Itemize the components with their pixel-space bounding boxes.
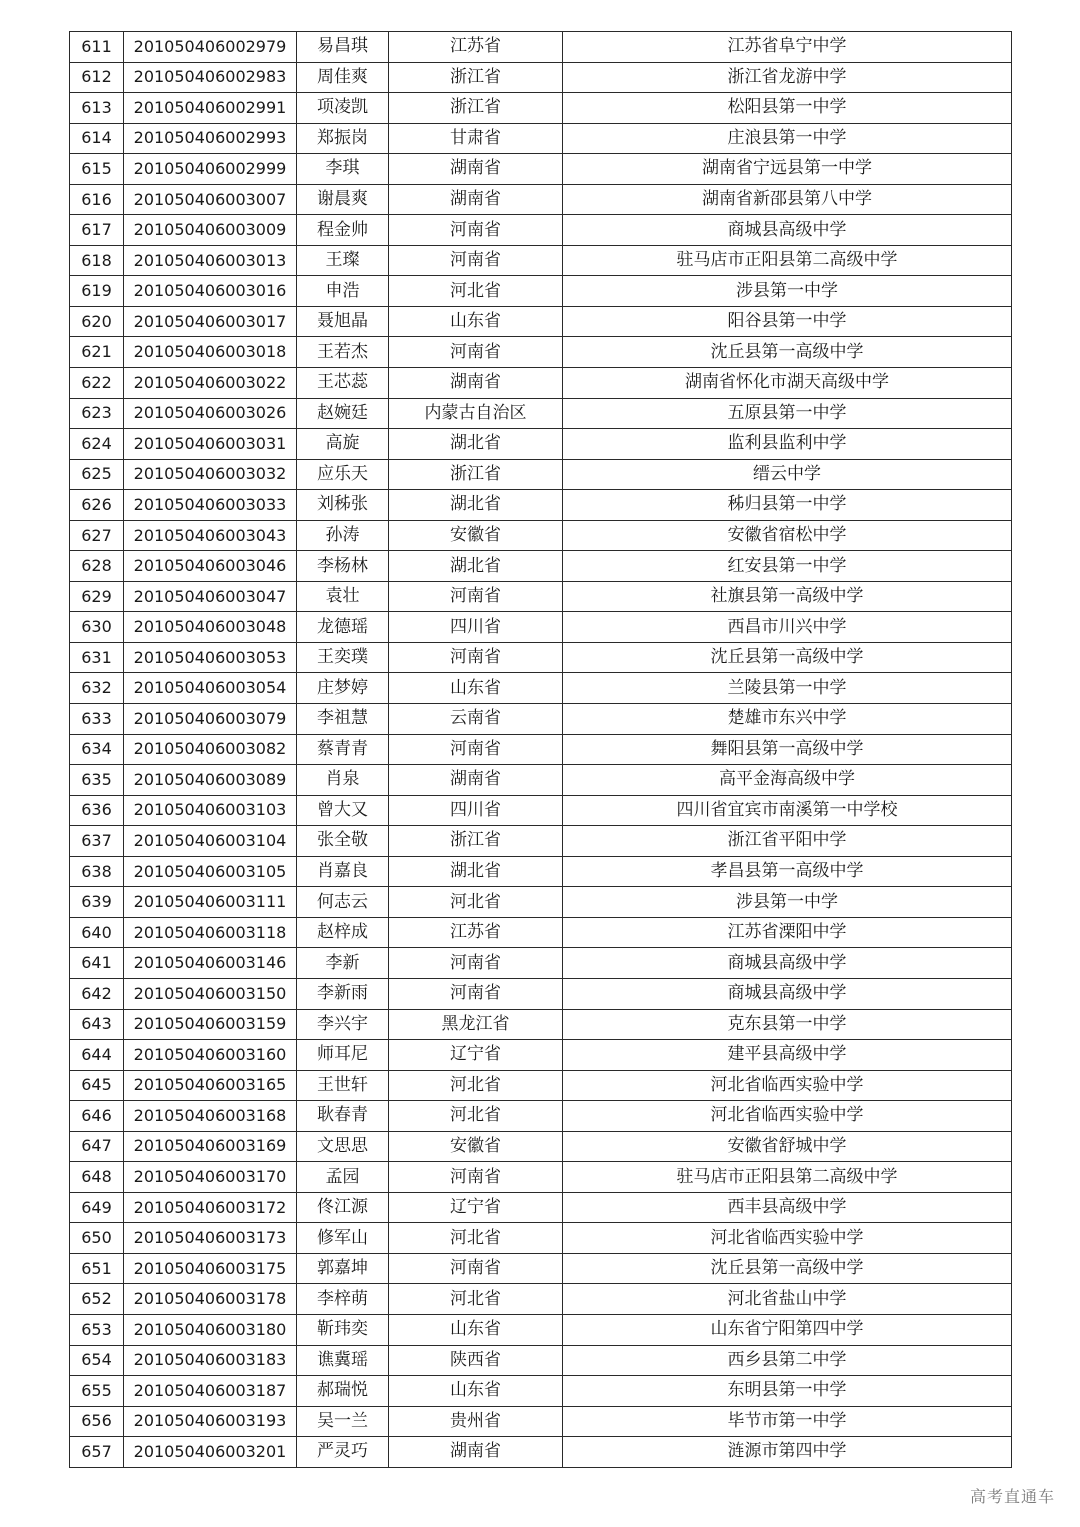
cell-school: 涉县第一中学 bbox=[563, 276, 1012, 307]
cell-candidate-id: 201050406003168 bbox=[124, 1101, 297, 1132]
cell-province: 河北省 bbox=[389, 276, 563, 307]
cell-candidate-id: 201050406003165 bbox=[124, 1070, 297, 1101]
cell-name: 庄梦婷 bbox=[297, 673, 389, 704]
table-row bbox=[70, 704, 1012, 735]
table-row bbox=[70, 93, 1012, 124]
cell-name: 孙涛 bbox=[297, 520, 389, 551]
cell-school: 红安县第一中学 bbox=[563, 551, 1012, 582]
cell-school: 阳谷县第一中学 bbox=[563, 306, 1012, 337]
cell-name: 严灵巧 bbox=[297, 1437, 389, 1468]
table-row bbox=[70, 1101, 1012, 1132]
table-row bbox=[70, 1345, 1012, 1376]
cell-school: 河北省临西实验中学 bbox=[563, 1223, 1012, 1254]
cell-school: 驻马店市正阳县第二高级中学 bbox=[563, 245, 1012, 276]
cell-school: 山东省宁阳第四中学 bbox=[563, 1314, 1012, 1345]
cell-number: 634 bbox=[70, 734, 124, 765]
roster-table bbox=[69, 31, 1012, 1468]
cell-school: 浙江省平阳中学 bbox=[563, 826, 1012, 857]
table-row bbox=[70, 337, 1012, 368]
table-row bbox=[70, 154, 1012, 185]
cell-province: 湖南省 bbox=[389, 1437, 563, 1468]
cell-number: 621 bbox=[70, 337, 124, 368]
cell-candidate-id: 201050406003146 bbox=[124, 948, 297, 979]
cell-province: 湖南省 bbox=[389, 154, 563, 185]
cell-province: 浙江省 bbox=[389, 93, 563, 124]
cell-province: 河北省 bbox=[389, 1070, 563, 1101]
cell-number: 632 bbox=[70, 673, 124, 704]
cell-province: 河南省 bbox=[389, 642, 563, 673]
cell-number: 616 bbox=[70, 184, 124, 215]
cell-school: 驻马店市正阳县第二高级中学 bbox=[563, 1162, 1012, 1193]
cell-school: 涉县第一中学 bbox=[563, 887, 1012, 918]
cell-school: 浙江省龙游中学 bbox=[563, 62, 1012, 93]
cell-number: 637 bbox=[70, 826, 124, 857]
cell-province: 安徽省 bbox=[389, 520, 563, 551]
cell-candidate-id: 201050406003180 bbox=[124, 1314, 297, 1345]
table-row bbox=[70, 1406, 1012, 1437]
cell-school: 安徽省舒城中学 bbox=[563, 1131, 1012, 1162]
cell-province: 河南省 bbox=[389, 215, 563, 246]
cell-number: 654 bbox=[70, 1345, 124, 1376]
table-row bbox=[70, 948, 1012, 979]
table-row bbox=[70, 1131, 1012, 1162]
cell-candidate-id: 201050406002983 bbox=[124, 62, 297, 93]
cell-candidate-id: 201050406003009 bbox=[124, 215, 297, 246]
cell-name: 修军山 bbox=[297, 1223, 389, 1254]
cell-province: 内蒙古自治区 bbox=[389, 398, 563, 429]
cell-school: 江苏省阜宁中学 bbox=[563, 32, 1012, 63]
cell-province: 湖北省 bbox=[389, 490, 563, 521]
cell-name: 赵婉廷 bbox=[297, 398, 389, 429]
cell-province: 河南省 bbox=[389, 734, 563, 765]
table-row bbox=[70, 123, 1012, 154]
cell-name: 王璨 bbox=[297, 245, 389, 276]
cell-candidate-id: 201050406003082 bbox=[124, 734, 297, 765]
cell-candidate-id: 201050406003183 bbox=[124, 1345, 297, 1376]
cell-province: 江苏省 bbox=[389, 32, 563, 63]
cell-province: 江苏省 bbox=[389, 917, 563, 948]
cell-candidate-id: 201050406003201 bbox=[124, 1437, 297, 1468]
cell-province: 河北省 bbox=[389, 1101, 563, 1132]
table-row bbox=[70, 642, 1012, 673]
cell-candidate-id: 201050406003033 bbox=[124, 490, 297, 521]
cell-province: 浙江省 bbox=[389, 826, 563, 857]
cell-number: 613 bbox=[70, 93, 124, 124]
table-row bbox=[70, 1162, 1012, 1193]
cell-candidate-id: 201050406003053 bbox=[124, 642, 297, 673]
cell-candidate-id: 201050406003193 bbox=[124, 1406, 297, 1437]
table-row bbox=[70, 1223, 1012, 1254]
cell-province: 辽宁省 bbox=[389, 1192, 563, 1223]
cell-province: 湖北省 bbox=[389, 551, 563, 582]
cell-candidate-id: 201050406003169 bbox=[124, 1131, 297, 1162]
table-row bbox=[70, 398, 1012, 429]
cell-school: 西昌市川兴中学 bbox=[563, 612, 1012, 643]
cell-candidate-id: 201050406003105 bbox=[124, 856, 297, 887]
cell-school: 松阳县第一中学 bbox=[563, 93, 1012, 124]
cell-candidate-id: 201050406002993 bbox=[124, 123, 297, 154]
cell-candidate-id: 201050406003111 bbox=[124, 887, 297, 918]
table-row bbox=[70, 826, 1012, 857]
cell-candidate-id: 201050406003172 bbox=[124, 1192, 297, 1223]
cell-school: 毕节市第一中学 bbox=[563, 1406, 1012, 1437]
cell-name: 申浩 bbox=[297, 276, 389, 307]
cell-number: 652 bbox=[70, 1284, 124, 1315]
cell-school: 沈丘县第一高级中学 bbox=[563, 337, 1012, 368]
cell-name: 曾大又 bbox=[297, 795, 389, 826]
cell-name: 吴一兰 bbox=[297, 1406, 389, 1437]
table-row bbox=[70, 765, 1012, 796]
cell-candidate-id: 201050406003079 bbox=[124, 704, 297, 735]
watermark-text: 高考直通车 bbox=[969, 1487, 1055, 1506]
cell-candidate-id: 201050406003026 bbox=[124, 398, 297, 429]
cell-number: 619 bbox=[70, 276, 124, 307]
cell-candidate-id: 201050406003118 bbox=[124, 917, 297, 948]
cell-candidate-id: 201050406003103 bbox=[124, 795, 297, 826]
table-row bbox=[70, 1253, 1012, 1284]
cell-name: 李杨林 bbox=[297, 551, 389, 582]
cell-province: 山东省 bbox=[389, 1314, 563, 1345]
table-row bbox=[70, 612, 1012, 643]
cell-school: 湖南省新邵县第八中学 bbox=[563, 184, 1012, 215]
table-row bbox=[70, 62, 1012, 93]
cell-province: 陕西省 bbox=[389, 1345, 563, 1376]
cell-school: 江苏省溧阳中学 bbox=[563, 917, 1012, 948]
cell-candidate-id: 201050406003187 bbox=[124, 1376, 297, 1407]
cell-name: 肖泉 bbox=[297, 765, 389, 796]
cell-number: 655 bbox=[70, 1376, 124, 1407]
cell-number: 636 bbox=[70, 795, 124, 826]
cell-candidate-id: 201050406003016 bbox=[124, 276, 297, 307]
cell-province: 河南省 bbox=[389, 245, 563, 276]
cell-school: 河北省临西实验中学 bbox=[563, 1101, 1012, 1132]
cell-candidate-id: 201050406003007 bbox=[124, 184, 297, 215]
table-row bbox=[70, 32, 1012, 63]
cell-candidate-id: 201050406003160 bbox=[124, 1040, 297, 1071]
cell-province: 河北省 bbox=[389, 1284, 563, 1315]
cell-candidate-id: 201050406003046 bbox=[124, 551, 297, 582]
cell-candidate-id: 201050406003043 bbox=[124, 520, 297, 551]
cell-school: 西丰县高级中学 bbox=[563, 1192, 1012, 1223]
cell-name: 王奕璞 bbox=[297, 642, 389, 673]
cell-number: 633 bbox=[70, 704, 124, 735]
table-row bbox=[70, 184, 1012, 215]
cell-number: 645 bbox=[70, 1070, 124, 1101]
cell-number: 624 bbox=[70, 429, 124, 460]
cell-province: 河南省 bbox=[389, 337, 563, 368]
cell-province: 云南省 bbox=[389, 704, 563, 735]
cell-school: 商城县高级中学 bbox=[563, 978, 1012, 1009]
cell-name: 周佳爽 bbox=[297, 62, 389, 93]
cell-candidate-id: 201050406003047 bbox=[124, 581, 297, 612]
table-row bbox=[70, 978, 1012, 1009]
cell-province: 河南省 bbox=[389, 581, 563, 612]
cell-number: 630 bbox=[70, 612, 124, 643]
cell-candidate-id: 201050406003018 bbox=[124, 337, 297, 368]
cell-number: 639 bbox=[70, 887, 124, 918]
cell-name: 孟园 bbox=[297, 1162, 389, 1193]
cell-name: 项凌凯 bbox=[297, 93, 389, 124]
cell-province: 河南省 bbox=[389, 1253, 563, 1284]
cell-province: 浙江省 bbox=[389, 62, 563, 93]
table-row bbox=[70, 1070, 1012, 1101]
cell-number: 649 bbox=[70, 1192, 124, 1223]
cell-school: 兰陵县第一中学 bbox=[563, 673, 1012, 704]
table-row bbox=[70, 1314, 1012, 1345]
cell-number: 650 bbox=[70, 1223, 124, 1254]
cell-province: 湖北省 bbox=[389, 429, 563, 460]
cell-school: 庄浪县第一中学 bbox=[563, 123, 1012, 154]
cell-province: 河北省 bbox=[389, 887, 563, 918]
table-row bbox=[70, 368, 1012, 399]
cell-name: 王世轩 bbox=[297, 1070, 389, 1101]
table-row bbox=[70, 490, 1012, 521]
roster-body bbox=[70, 32, 1012, 1468]
cell-school: 安徽省宿松中学 bbox=[563, 520, 1012, 551]
table-row bbox=[70, 245, 1012, 276]
cell-name: 李梓萌 bbox=[297, 1284, 389, 1315]
cell-number: 622 bbox=[70, 368, 124, 399]
cell-number: 646 bbox=[70, 1101, 124, 1132]
cell-number: 631 bbox=[70, 642, 124, 673]
cell-name: 靳玮奕 bbox=[297, 1314, 389, 1345]
cell-school: 监利县监利中学 bbox=[563, 429, 1012, 460]
cell-number: 635 bbox=[70, 765, 124, 796]
cell-candidate-id: 201050406002979 bbox=[124, 32, 297, 63]
cell-province: 四川省 bbox=[389, 795, 563, 826]
cell-province: 浙江省 bbox=[389, 459, 563, 490]
cell-number: 629 bbox=[70, 581, 124, 612]
cell-name: 聂旭晶 bbox=[297, 306, 389, 337]
cell-school: 秭归县第一中学 bbox=[563, 490, 1012, 521]
cell-province: 河南省 bbox=[389, 948, 563, 979]
cell-name: 谢晨爽 bbox=[297, 184, 389, 215]
cell-number: 642 bbox=[70, 978, 124, 1009]
cell-name: 郑振岗 bbox=[297, 123, 389, 154]
cell-school: 舞阳县第一高级中学 bbox=[563, 734, 1012, 765]
table-row bbox=[70, 1040, 1012, 1071]
table-row bbox=[70, 215, 1012, 246]
cell-candidate-id: 201050406002991 bbox=[124, 93, 297, 124]
cell-candidate-id: 201050406003017 bbox=[124, 306, 297, 337]
cell-name: 何志云 bbox=[297, 887, 389, 918]
cell-number: 651 bbox=[70, 1253, 124, 1284]
table-row bbox=[70, 276, 1012, 307]
table-row bbox=[70, 795, 1012, 826]
cell-school: 楚雄市东兴中学 bbox=[563, 704, 1012, 735]
cell-candidate-id: 201050406003104 bbox=[124, 826, 297, 857]
cell-province: 河北省 bbox=[389, 1223, 563, 1254]
cell-candidate-id: 201050406003022 bbox=[124, 368, 297, 399]
cell-province: 山东省 bbox=[389, 673, 563, 704]
cell-school: 沈丘县第一高级中学 bbox=[563, 642, 1012, 673]
cell-school: 四川省宜宾市南溪第一中学校 bbox=[563, 795, 1012, 826]
table-row bbox=[70, 1437, 1012, 1468]
cell-school: 商城县高级中学 bbox=[563, 948, 1012, 979]
cell-province: 河南省 bbox=[389, 978, 563, 1009]
cell-candidate-id: 201050406003054 bbox=[124, 673, 297, 704]
table-row bbox=[70, 1192, 1012, 1223]
cell-province: 四川省 bbox=[389, 612, 563, 643]
cell-province: 甘肃省 bbox=[389, 123, 563, 154]
cell-candidate-id: 201050406003178 bbox=[124, 1284, 297, 1315]
cell-number: 611 bbox=[70, 32, 124, 63]
cell-name: 谯冀瑶 bbox=[297, 1345, 389, 1376]
table-row bbox=[70, 734, 1012, 765]
cell-number: 612 bbox=[70, 62, 124, 93]
table-row bbox=[70, 520, 1012, 551]
cell-number: 643 bbox=[70, 1009, 124, 1040]
cell-candidate-id: 201050406003089 bbox=[124, 765, 297, 796]
cell-name: 李新 bbox=[297, 948, 389, 979]
cell-province: 河南省 bbox=[389, 1162, 563, 1193]
cell-province: 湖南省 bbox=[389, 765, 563, 796]
cell-candidate-id: 201050406003159 bbox=[124, 1009, 297, 1040]
cell-school: 东明县第一中学 bbox=[563, 1376, 1012, 1407]
cell-number: 614 bbox=[70, 123, 124, 154]
cell-name: 肖嘉良 bbox=[297, 856, 389, 887]
cell-number: 628 bbox=[70, 551, 124, 582]
cell-school: 河北省临西实验中学 bbox=[563, 1070, 1012, 1101]
cell-province: 辽宁省 bbox=[389, 1040, 563, 1071]
table-row bbox=[70, 917, 1012, 948]
cell-name: 李琪 bbox=[297, 154, 389, 185]
cell-number: 657 bbox=[70, 1437, 124, 1468]
cell-number: 627 bbox=[70, 520, 124, 551]
table-row bbox=[70, 429, 1012, 460]
cell-candidate-id: 201050406003031 bbox=[124, 429, 297, 460]
cell-candidate-id: 201050406003013 bbox=[124, 245, 297, 276]
cell-name: 蔡青青 bbox=[297, 734, 389, 765]
cell-school: 涟源市第四中学 bbox=[563, 1437, 1012, 1468]
cell-number: 641 bbox=[70, 948, 124, 979]
cell-name: 龙德瑶 bbox=[297, 612, 389, 643]
cell-number: 615 bbox=[70, 154, 124, 185]
cell-candidate-id: 201050406003048 bbox=[124, 612, 297, 643]
cell-name: 赵梓成 bbox=[297, 917, 389, 948]
cell-name: 高旋 bbox=[297, 429, 389, 460]
cell-name: 王若杰 bbox=[297, 337, 389, 368]
cell-province: 山东省 bbox=[389, 306, 563, 337]
cell-candidate-id: 201050406003173 bbox=[124, 1223, 297, 1254]
cell-name: 张全敬 bbox=[297, 826, 389, 857]
cell-school: 高平金海高级中学 bbox=[563, 765, 1012, 796]
table-row bbox=[70, 551, 1012, 582]
cell-name: 李兴宇 bbox=[297, 1009, 389, 1040]
cell-candidate-id: 201050406003150 bbox=[124, 978, 297, 1009]
roster-sheet bbox=[69, 31, 1011, 1468]
cell-candidate-id: 201050406003170 bbox=[124, 1162, 297, 1193]
table-row bbox=[70, 1009, 1012, 1040]
cell-name: 师耳尼 bbox=[297, 1040, 389, 1071]
cell-number: 620 bbox=[70, 306, 124, 337]
cell-name: 刘秭张 bbox=[297, 490, 389, 521]
cell-name: 王芯蕊 bbox=[297, 368, 389, 399]
table-row bbox=[70, 856, 1012, 887]
cell-school: 沈丘县第一高级中学 bbox=[563, 1253, 1012, 1284]
cell-number: 640 bbox=[70, 917, 124, 948]
cell-number: 618 bbox=[70, 245, 124, 276]
table-row bbox=[70, 887, 1012, 918]
table-row bbox=[70, 673, 1012, 704]
cell-candidate-id: 201050406003175 bbox=[124, 1253, 297, 1284]
cell-number: 653 bbox=[70, 1314, 124, 1345]
cell-number: 647 bbox=[70, 1131, 124, 1162]
cell-candidate-id: 201050406003032 bbox=[124, 459, 297, 490]
cell-province: 黑龙江省 bbox=[389, 1009, 563, 1040]
table-row bbox=[70, 459, 1012, 490]
cell-name: 程金帅 bbox=[297, 215, 389, 246]
table-row bbox=[70, 1284, 1012, 1315]
table-row bbox=[70, 1376, 1012, 1407]
cell-province: 湖北省 bbox=[389, 856, 563, 887]
cell-name: 耿春青 bbox=[297, 1101, 389, 1132]
cell-school: 五原县第一中学 bbox=[563, 398, 1012, 429]
cell-school: 社旗县第一高级中学 bbox=[563, 581, 1012, 612]
cell-name: 文思思 bbox=[297, 1131, 389, 1162]
table-row bbox=[70, 306, 1012, 337]
cell-candidate-id: 201050406002999 bbox=[124, 154, 297, 185]
cell-name: 郝瑞悦 bbox=[297, 1376, 389, 1407]
cell-name: 袁壮 bbox=[297, 581, 389, 612]
cell-school: 缙云中学 bbox=[563, 459, 1012, 490]
cell-number: 656 bbox=[70, 1406, 124, 1437]
cell-province: 贵州省 bbox=[389, 1406, 563, 1437]
cell-name: 李新雨 bbox=[297, 978, 389, 1009]
cell-number: 617 bbox=[70, 215, 124, 246]
cell-province: 湖南省 bbox=[389, 184, 563, 215]
cell-province: 山东省 bbox=[389, 1376, 563, 1407]
cell-school: 湖南省怀化市湖天高级中学 bbox=[563, 368, 1012, 399]
cell-school: 商城县高级中学 bbox=[563, 215, 1012, 246]
cell-province: 湖南省 bbox=[389, 368, 563, 399]
cell-name: 郭嘉坤 bbox=[297, 1253, 389, 1284]
cell-school: 湖南省宁远县第一中学 bbox=[563, 154, 1012, 185]
cell-name: 李祖慧 bbox=[297, 704, 389, 735]
cell-province: 安徽省 bbox=[389, 1131, 563, 1162]
cell-number: 623 bbox=[70, 398, 124, 429]
cell-number: 638 bbox=[70, 856, 124, 887]
cell-name: 佟江源 bbox=[297, 1192, 389, 1223]
cell-number: 644 bbox=[70, 1040, 124, 1071]
cell-name: 易昌琪 bbox=[297, 32, 389, 63]
cell-school: 河北省盐山中学 bbox=[563, 1284, 1012, 1315]
cell-school: 建平县高级中学 bbox=[563, 1040, 1012, 1071]
table-row bbox=[70, 581, 1012, 612]
cell-number: 648 bbox=[70, 1162, 124, 1193]
cell-school: 孝昌县第一高级中学 bbox=[563, 856, 1012, 887]
cell-school: 克东县第一中学 bbox=[563, 1009, 1012, 1040]
cell-number: 625 bbox=[70, 459, 124, 490]
cell-school: 西乡县第二中学 bbox=[563, 1345, 1012, 1376]
cell-number: 626 bbox=[70, 490, 124, 521]
cell-name: 应乐天 bbox=[297, 459, 389, 490]
